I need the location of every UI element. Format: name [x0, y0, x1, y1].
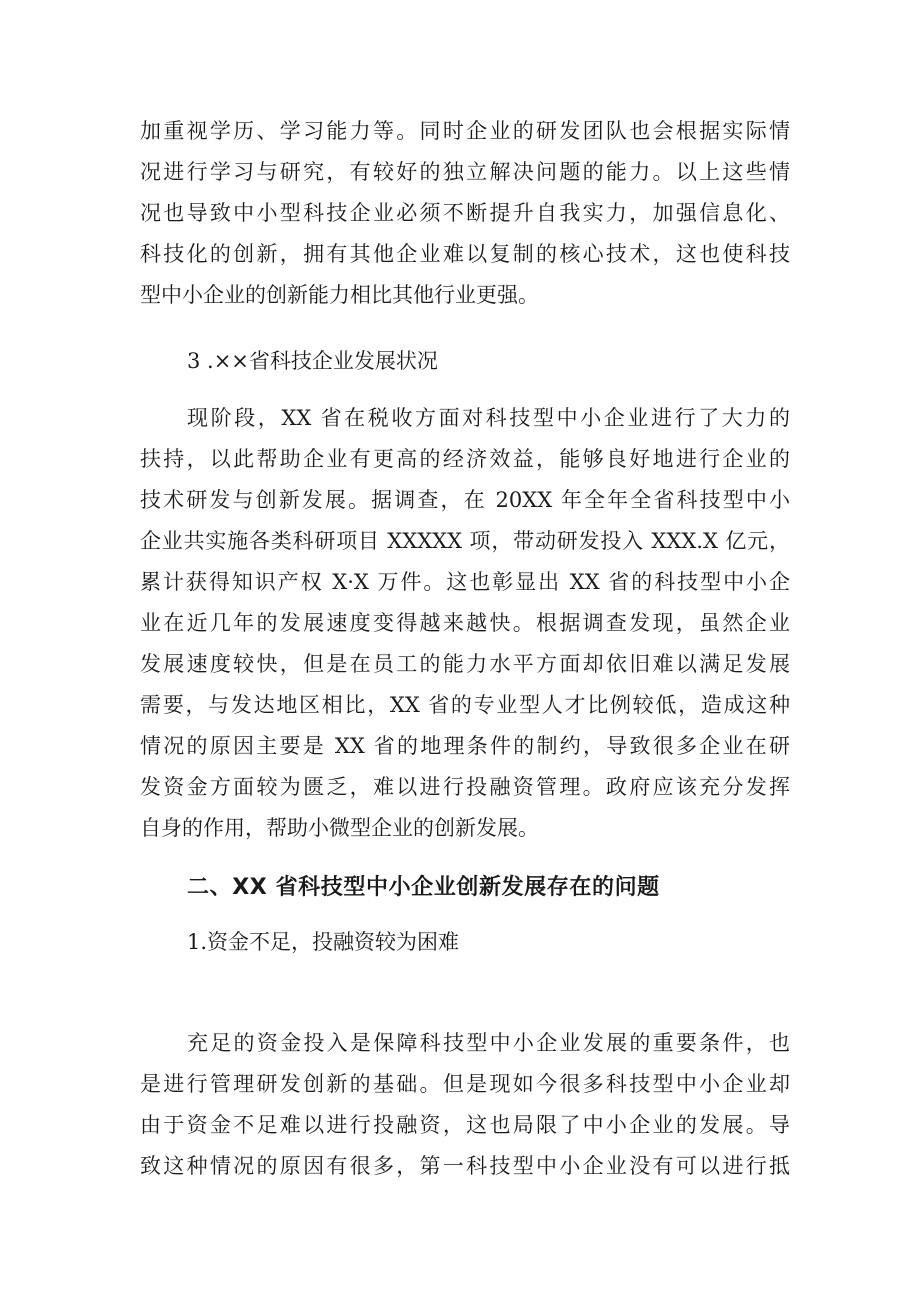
paragraph-line: 现阶段，XX 省在税收方面对科技型中小企业进行了大力的: [187, 406, 790, 430]
paragraph-line: 加重视学历、学习能力等。同时企业的研发团队也会根据实际情: [140, 119, 790, 143]
paragraph-line: 是进行管理研发创新的基础。但是现如今很多科技型中小企业却: [140, 1072, 790, 1096]
paragraph-line: 型中小企业的创新能力相比其他行业更强。: [140, 283, 539, 307]
subheading-3: 3 .××省科技企业发展状况: [187, 349, 438, 373]
paragraph-line: 科技化的创新，拥有其他企业难以复制的核心技术，这也使科技: [140, 242, 790, 266]
paragraph-line: 发展速度较快，但是在员工的能力水平方面却依旧难以满足发展: [140, 652, 790, 676]
paragraph-line: 需要，与发达地区相比，XX 省的专业型人才比例较低，造成这种: [140, 693, 790, 717]
paragraph-line: 扶持，以此帮助企业有更高的经济效益，能够良好地进行企业的: [140, 447, 790, 471]
paragraph-line: 充足的资金投入是保障科技型中小企业发展的重要条件，也: [187, 1031, 790, 1055]
subheading-1: 1.资金不足，投融资较为困难: [187, 930, 460, 954]
paragraph-line: 情况的原因主要是 XX 省的地理条件的制约，导致很多企业在研: [140, 734, 790, 758]
paragraph-line: 技术研发与创新发展。据调查，在 20XX 年全年全省科技型中小: [140, 488, 790, 512]
paragraph-line: 自身的作用，帮助小微型企业的创新发展。: [140, 816, 539, 840]
paragraph-line: 况进行学习与研究，有较好的独立解决问题的能力。以上这些情: [140, 160, 790, 184]
paragraph-line: 由于资金不足难以进行投融资，这也局限了中小企业的发展。导: [140, 1113, 790, 1137]
paragraph-line: 致这种情况的原因有很多，第一科技型中小企业没有可以进行抵: [140, 1154, 790, 1178]
paragraph-line: 企业共实施各类科研项目 XXXXX 项，带动研发投入 XXX.X 亿元，: [140, 529, 790, 553]
paragraph-line: 况也导致中小型科技企业必须不断提升自我实力，加强信息化、: [140, 201, 790, 225]
paragraph-line: 业在近几年的发展速度变得越来越快。根据调查发现，虽然企业: [140, 611, 790, 635]
paragraph-line: 累计获得知识产权 X·X 万件。这也彰显出 XX 省的科技型中小企: [140, 570, 790, 594]
paragraph-line: 发资金方面较为匮乏，难以进行投融资管理。政府应该充分发挥: [140, 775, 790, 799]
section-heading: 二、XX 省科技型中小企业创新发展存在的问题: [187, 875, 660, 900]
